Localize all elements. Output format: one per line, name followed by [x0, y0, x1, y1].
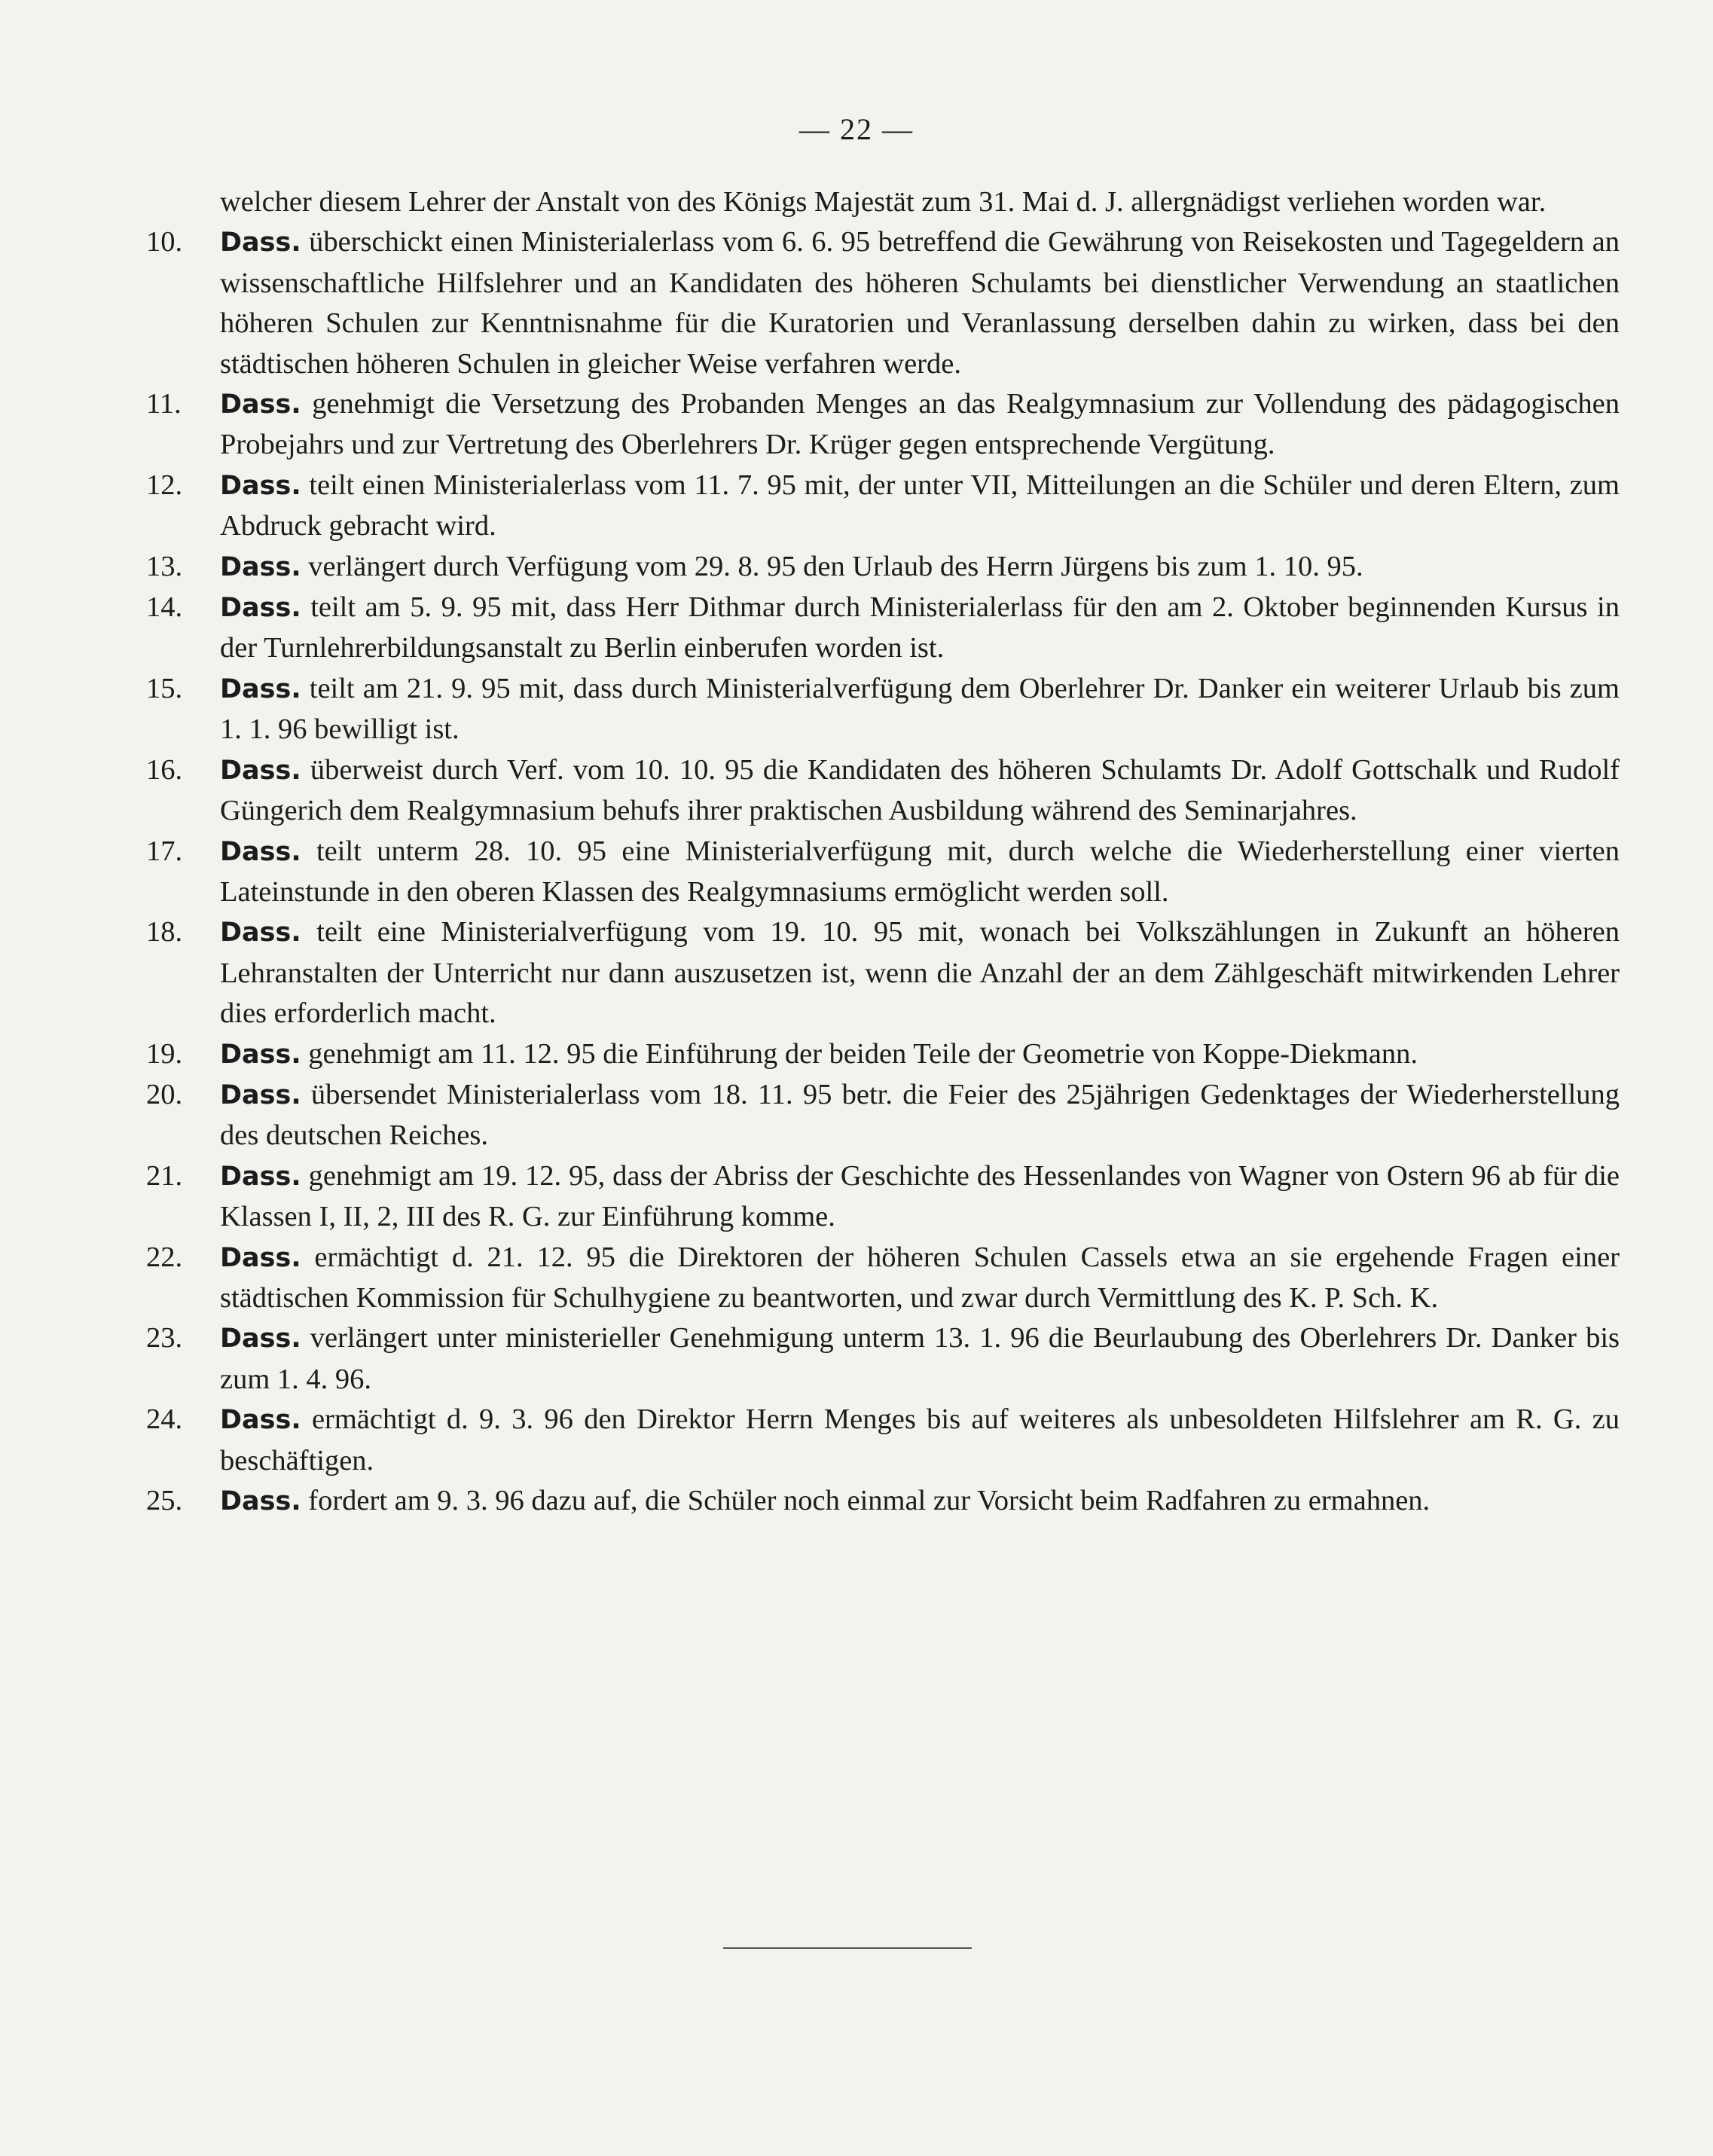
decree-item	[146, 750, 1620, 832]
decree-item	[146, 912, 1620, 1034]
item-lead: Dass.	[220, 1486, 301, 1516]
decree-item	[146, 669, 1620, 750]
item-number: 16.	[146, 753, 183, 786]
item-number: 15.	[146, 672, 183, 704]
item-text: überschickt einen Ministerialerlass vom 6. 6. 95 betreffend die Gewährung von Reisekosten und Tagegeldern an wissenschaftliche Hilfslehrer und an Kandidaten des höheren Schulamts bei dienstlicher Verwendung an staatlichen höheren Schulen zur Kenntnisnahme für die Kuratorien und Veranlassung derselben dahin zu wirken, dass bei den städtischen höheren Schulen in gleicher Weise verfahren werde.	[220, 226, 1620, 380]
item-text: teilt einen Ministerialerlass vom 11. 7. 95 mit, der unter VII, Mitteilungen an die Schüler und deren Eltern, zum Abdruck gebracht wird.	[220, 469, 1620, 542]
item-lead: Dass.	[220, 755, 301, 786]
item-number: 18.	[146, 916, 183, 948]
item-number: 17.	[146, 835, 183, 867]
item-lead: Dass.	[220, 389, 301, 420]
item-number: 24.	[146, 1403, 183, 1436]
decree-item	[146, 1238, 1620, 1319]
item-text: teilt unterm 28. 10. 95 eine Ministerialverfügung mit, durch welche die Wiederherstellung einer vierten Lateinstunde in den oberen Klassen des Realgymnasiums ermöglicht werden soll.	[220, 835, 1620, 908]
item-text: genehmigt die Versetzung des Probanden Menges an das Realgymnasium zur Vollendung des pädagogischen Probejahrs und zur Vertretung des Oberlehrers Dr. Krüger gegen entsprechende Vergütung.	[220, 388, 1620, 461]
intro-paragraph: welcher diesem Lehrer der Anstalt von des Königs Majestät zum 31. Mai d. J. allergnädigst verliehen worden war.	[220, 186, 1547, 218]
decree-item	[146, 222, 1620, 384]
item-text: teilt eine Ministerialverfügung vom 19. 10. 95 mit, wonach bei Volkszählungen in Zukunft an höheren Lehranstalten der Unterricht nur dann auszusetzen ist, wenn die Anzahl der an dem Zählgeschäft mitwirkenden Lehrer dies erforderlich macht.	[220, 916, 1620, 1030]
item-text: verlängert unter ministerieller Genehmigung unterm 13. 1. 96 die Beurlaubung des Oberlehrers Dr. Danker bis zum 1. 4. 96.	[220, 1322, 1620, 1395]
item-number: 20.	[146, 1078, 183, 1110]
decree-item	[146, 1034, 1620, 1075]
item-text: genehmigt am 19. 12. 95, dass der Abriss der Geschichte des Hessenlandes von Wagner von Ostern 96 ab für die Klassen I, II, 2, III des R. G. zur Einführung komme.	[220, 1159, 1620, 1233]
item-lead: Dass.	[220, 1161, 301, 1192]
decree-item	[146, 1075, 1620, 1156]
item-lead: Dass.	[220, 673, 301, 704]
item-lead: Dass.	[220, 228, 301, 258]
item-number: 14.	[146, 591, 183, 624]
item-number: 21.	[146, 1159, 183, 1192]
item-number: 19.	[146, 1037, 183, 1070]
item-number: 22.	[146, 1241, 183, 1273]
decree-item	[146, 1318, 1620, 1400]
item-lead: Dass.	[220, 1242, 301, 1273]
item-lead: Dass.	[220, 551, 301, 582]
closing-rule	[723, 1947, 972, 1949]
item-text: ermächtigt d. 9. 3. 96 den Direktor Herrn Menges bis auf weiteres als unbesoldeten Hilfslehrer am R. G. zu beschäftigen.	[220, 1403, 1620, 1477]
item-lead: Dass.	[220, 1324, 301, 1354]
decree-item	[146, 1481, 1620, 1522]
item-lead: Dass.	[220, 1039, 301, 1070]
item-lead: Dass.	[220, 1080, 301, 1110]
decree-item	[146, 832, 1620, 913]
item-lead: Dass.	[220, 593, 301, 624]
item-text: teilt am 21. 9. 95 mit, dass durch Ministerialverfügung dem Oberlehrer Dr. Danker ein weiterer Urlaub bis zum 1. 1. 96 bewilligt ist.	[220, 672, 1620, 746]
decree-list	[146, 222, 1620, 1522]
item-text: genehmigt am 11. 12. 95 die Einführung der beiden Teile der Geometrie von Koppe-Diekmann.	[301, 1037, 1418, 1070]
decree-item	[146, 588, 1620, 669]
decree-item	[146, 1400, 1620, 1481]
item-text: verlängert durch Verfügung vom 29. 8. 95 den Urlaub des Herrn Jürgens bis zum 1. 10. 95.	[301, 550, 1363, 582]
item-number: 25.	[146, 1485, 183, 1516]
item-text: teilt am 5. 9. 95 mit, dass Herr Dithmar durch Ministerialerlass für den am 2. Oktober beginnenden Kursus in der Turnlehrerbildungsanstalt zu Berlin einberufen worden ist.	[220, 591, 1620, 664]
item-lead: Dass.	[220, 470, 301, 501]
document-body	[146, 182, 1620, 1522]
item-text: überweist durch Verf. vom 10. 10. 95 die Kandidaten des höheren Schulamts Dr. Adolf Gottschalk und Rudolf Güngerich dem Realgymnasium behufs ihrer praktischen Ausbildung während des Seminarjahres.	[220, 753, 1620, 827]
item-text: fordert am 9. 3. 96 dazu auf, die Schüler noch einmal zur Vorsicht beim Radfahren zu ermahnen.	[301, 1485, 1431, 1516]
item-text: ermächtigt d. 21. 12. 95 die Direktoren der höheren Schulen Cassels etwa an sie ergehende Fragen einer städtischen Kommission für Schulhygiene zu beantworten, und zwar durch Vermittlung des K. P. Sch. K.	[220, 1241, 1620, 1314]
item-lead: Dass.	[220, 918, 301, 948]
item-number: 10.	[146, 226, 183, 258]
item-lead: Dass.	[220, 836, 301, 867]
item-lead: Dass.	[220, 1405, 301, 1436]
item-number: 12.	[146, 469, 183, 501]
item-number: 11.	[146, 388, 182, 420]
item-text: übersendet Ministerialerlass vom 18. 11. 95 betr. die Feier des 25jährigen Gedenktages der Wiederherstellung des deutschen Reiches.	[220, 1078, 1620, 1152]
decree-item	[146, 384, 1620, 466]
item-number: 13.	[146, 550, 183, 582]
item-number: 23.	[146, 1322, 183, 1354]
decree-item	[146, 1156, 1620, 1238]
page-number: — 22 —	[799, 112, 914, 146]
decree-item	[146, 466, 1620, 547]
decree-item	[146, 547, 1620, 588]
